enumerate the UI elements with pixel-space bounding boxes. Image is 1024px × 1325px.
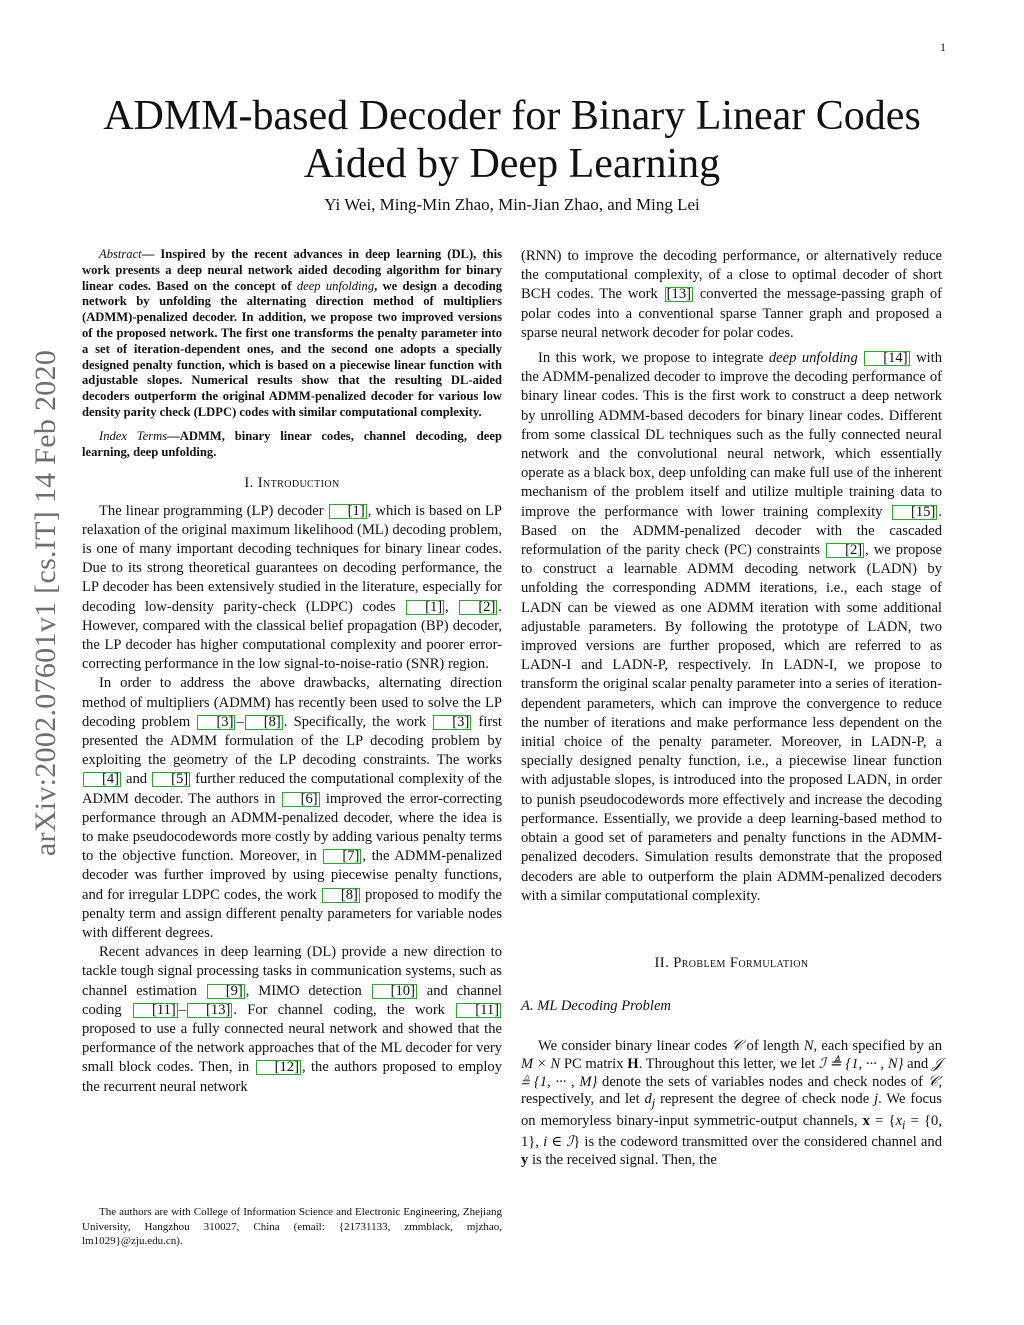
paragraph: Recent advances in deep learning (DL) provide a new direction to tackle tough signal processing tasks in communication systems, such as channel estimation [9] , MIMO detection [10] and channel coding [11] – [13] . For channel coding, the work [11] proposed to use a fully connected neural network and showed that the performance of the network approaches that of the ML decoder for very small block codes. Then, in [12] , the authors proposed to employ the recurrent neural network	[82, 944, 502, 1095]
abstract-label: Abstract	[99, 247, 142, 261]
citation-link[interactable]: [1]	[406, 600, 444, 615]
citation-link[interactable]: [4]	[83, 772, 121, 787]
section-heading-introduction: I. Introduction	[244, 475, 340, 492]
citation-link[interactable]: [14]	[864, 351, 909, 366]
citation-link[interactable]: [11]	[133, 1003, 178, 1018]
paragraph: We consider binary linear codes 𝒞 of length N, each specified by an M × N PC matrix H. Throughout this letter, we let ℐ ≜ {1, ··· , N} and 𝒥 ≜ {1, ··· , M} denote the sets of variables nodes and check nodes of 𝒞, respectively, and let $d_j$ represent the degree of check node j. We focus on memoryless binary-input symmetric-output channels, $x = \{x_i = \{0$, 1}, i ∈ ℐ} is the codeword transmitted over the considered channel and y is the received signal. Then, the	[521, 1038, 943, 1168]
citation-link[interactable]: [11]	[456, 1003, 501, 1018]
title-line-1: ADMM-based Decoder for Binary Linear Codes	[103, 93, 921, 139]
citation-link[interactable]: [13]	[187, 1003, 232, 1018]
paper-title	[60, 92, 964, 188]
citation-link[interactable]: [6]	[282, 792, 320, 807]
abstract: Abstract— Inspired by the recent advances in deep learning (DL), this work presents a deep neural network aided decoding algorithm for binary linear codes. Based on the concept of deep unfolding, we design a decoding network by unfolding the alternating direction method of multipliers (ADMM)-penalized decoder. In addition, we propose two improved versions of the proposed network. The first one transforms the penalty parameter into a set of iteration-dependent ones, and the second one adopts a specially designed penalty function, which is based on a piecewise linear function with adjustable slopes. Numerical results show that the resulting DL-aided decoders outperform the original ADMM-penalized decoder for various low density parity check (LDPC) codes with similar computational complexity.	[82, 247, 503, 419]
citation-link[interactable]: [10]	[372, 984, 417, 999]
paragraph: The linear programming (LP) decoder [1] , which is based on LP relaxation of the original maximum likelihood (ML) decoding problem, is one of many important decoding techniques for binary linear codes. Due to its strong theoretical guarantees on decoding performance, the LP decoder has been extensively studied in the literature, especially for decoding low-density parity-check (LDPC) codes [1] , [2] . However, compared with the classical belief propagation (BP) decoder, the LP decoder has higher computational complexity and poorer error-correcting performance in the low signal-to-noise-ratio (SNR) region.	[82, 502, 502, 673]
citation-link[interactable]: [7]	[323, 849, 361, 864]
citation-link[interactable]: [3]	[433, 715, 471, 730]
citation-link[interactable]: [1]	[329, 504, 367, 519]
title-line-2: Aided by Deep Learning	[303, 141, 721, 187]
paragraph: In this work, we propose to integrate deep unfolding [14] with the ADMM-penalized decoder to improve the decoding performance of binary linear codes. This is the first work to construct a deep network by unrolling ADMM-based decoders for binary linear codes. Different from some classical DL techniques such as the fully connected neural network and the convolutional neural network, which essentially operate as a black box, deep unfolding can make full use of the inherent mechanism of the problem itself and utilize multiple training data to improve the performance with lower training complexity [15] . Based on the ADMM-penalized decoder with the cascaded reformulation of the parity check (PC) constraints [2] , we propose to construct a learnable ADMM decoding network (LADN) by unfolding the corresponding ADMM iterations, i.e., each stage of LADN can be viewed as one ADMM iteration with some additional adjustable parameters. By following the prototype of LADN, two improved versions are further proposed, which are referred to as LADN-I and LADN-P, respectively. In LADN-I, we propose to transform the original scalar penalty parameter into a series of iteration-dependent parameters, which can improve the convergence to reduce the number of iterations and make performance less dependent on the initial choice of the penalty parameter. Moreover, in LADN-P, a specially designed penalty function, i.e., a piecewise linear function with adjustable slopes, is introduced into the proposed LADN, in order to punish pseudocodewords more effectively and increase the decoding performance. Essentially, we provide a deep learning-based method to obtain a good set of parameters and penalty functions in the ADMM-penalized decoders. Simulation results demonstrate that the proposed decoders are able to outperform the plain ADMM-penalized decoders with a similar computational complexity.	[521, 350, 943, 904]
right-column	[521, 247, 942, 1169]
index-terms: Index Terms—ADMM, binary linear codes, channel decoding, deep learning, deep unfolding.	[82, 428, 502, 459]
footnote: The authors are with College of Information Science and Electronic Engineering, Zhejiang University, Hangzhou 310027, China (email: {21731133, zmmblack, mjzhao, lm1029}@zju.edu.cn).	[82, 1206, 502, 1247]
citation-link[interactable]: [2]	[826, 543, 864, 558]
citation-link[interactable]: [2]	[459, 600, 497, 615]
citation-link[interactable]: [8]	[322, 888, 360, 903]
page-number: 1	[940, 40, 946, 54]
citation-link[interactable]: [3]	[197, 715, 235, 730]
subsection-heading: A. ML Decoding Problem	[521, 998, 671, 1015]
citation-link[interactable]: [9]	[207, 984, 245, 999]
arxiv-identifier	[18, 258, 74, 948]
citation-link[interactable]: [15]	[892, 505, 937, 520]
section-heading-problem-formulation: II. Problem Formulation	[654, 954, 809, 971]
arxiv-identifier-text: arXiv:2002.07601v1 [cs.IT] 14 Feb 2020	[29, 349, 62, 857]
citation-link[interactable]: [13]	[666, 286, 691, 303]
paragraph: In order to address the above drawbacks, alternating direction method of multipliers (ADMM) has recently been used to solve the LP decoding problem [3] – [8] . Specifically, the work [3] first presented the ADMM formulation of the LP decoding problem by exploiting the geometry of the LP decoding constraints. The works [4] and [5] further reduced the computational complexity of the ADMM decoder. The authors in [6] improved the error-correcting performance through an ADMM-penalized decoder, where the idea is to make pseudocodewords more costly by adding various penalty terms to the objective function. Moreover, in [7] , the ADMM-penalized decoder was further improved by using piecewise penalty functions, and for irregular LDPC codes, the work [8] proposed to modify the penalty term and assign different penalty parameters for variable nodes with different degrees.	[82, 675, 502, 942]
citation-link[interactable]: [5]	[152, 772, 190, 787]
left-column	[82, 247, 502, 1097]
citation-link[interactable]: [12]	[256, 1060, 301, 1075]
index-terms-label: Index Terms	[99, 428, 168, 443]
author-list: Yi Wei, Ming-Min Zhao, Min-Jian Zhao, and Ming Lei	[324, 195, 700, 214]
paragraph: (RNN) to improve the decoding performance, or alternatively reduce the computational complexity, of a close to optimal decoder of short BCH codes. The work [13] converted the message-passing graph of polar codes into a conventional sparse Tanner graph and proposed a sparse neural network decoder for polar codes.	[521, 248, 942, 341]
citation-link[interactable]: [8]	[245, 715, 283, 730]
